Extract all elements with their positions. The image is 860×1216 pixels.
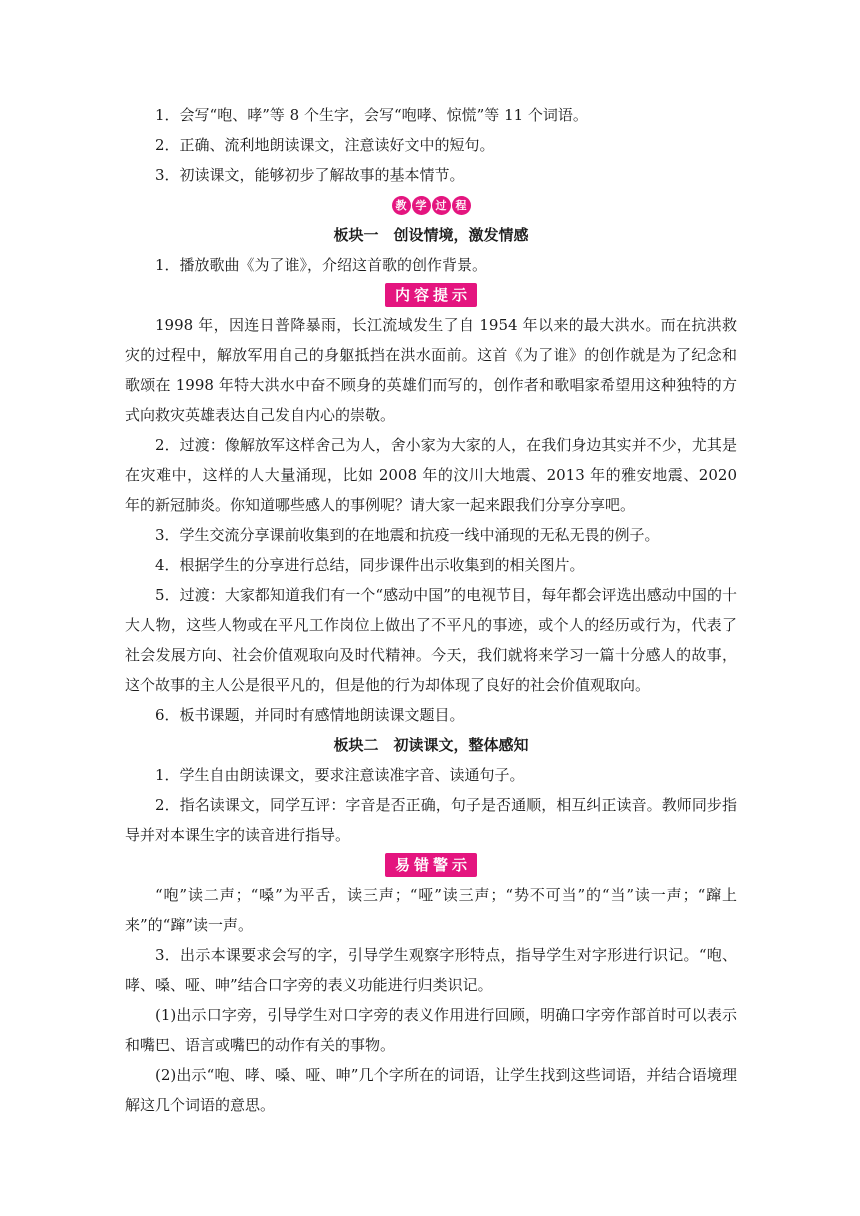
- goal-3: 3．初读课文，能够初步了解故事的基本情节。: [155, 166, 465, 184]
- badge-char: 过: [432, 196, 451, 215]
- section2-sub2: (2)出示“咆、哮、嗓、哑、呻”几个字所在的词语，让学生找到这些词语，并结合语境理解这几个词语的意思。: [125, 1066, 737, 1114]
- section1-item6: 6．板书课题，并同时有感情地朗读课文题目。: [155, 706, 465, 724]
- section1-item2: 2．过渡：像解放军这样舍己为人，舍小家为大家的人，在我们身边其实并不少，尤其是在灾难中，这样的人大量涌现，比如 2008 年的汶川大地震、2013 年的雅安地震、2020 年的新冠肺炎。你知道哪些感人的事例呢？请大家一起来跟我们分享分享吧。: [125, 436, 737, 514]
- error-warning-badge: [125, 850, 737, 880]
- section1-item4: 4．根据学生的分享进行总结，同步课件出示收集到的相关图片。: [155, 556, 585, 574]
- teaching-process-badge: [125, 190, 737, 220]
- section2-item3: 3．出示本课要求会写的字，引导学生观察字形特点，指导学生对字形进行识记。“咆、哮、嗓、哑、呻”结合口字旁的表义功能进行归类识记。: [125, 946, 737, 994]
- section2-heading: 板块二 初读课文，整体感知: [333, 736, 529, 754]
- section2-item1: 1．学生自由朗读课文，要求注意读准字音、读通句子。: [155, 766, 525, 784]
- section1-item5: 5．过渡：大家都知道我们有一个“感动中国”的电视节目，每年都会评选出感动中国的十大人物，这些人物或在平凡工作岗位上做出了不平凡的事迹，或个人的经历或行为，代表了社会发展方向、社会价值观取向及时代精神。今天，我们就将来学习一篇十分感人的故事，这个故事的主人公是很平凡的，但是他的行为却体现了良好的社会价值观取向。: [125, 586, 737, 694]
- content-tip-text: 1998 年，因连日普降暴雨，长江流域发生了自 1954 年以来的最大洪水。而在抗洪救灾的过程中，解放军用自己的身躯抵挡在洪水面前。这首《为了谁》的创作就是为了纪念和歌颂在 1998 年特大洪水中奋不顾身的英雄们而写的，创作者和歌唱家希望用这种独特的方式向救灾英雄表达自己发自内心的崇敬。: [125, 316, 737, 424]
- section1-item1: 1．播放歌曲《为了谁》，介绍这首歌的创作背景。: [155, 256, 488, 274]
- badge-char: 教: [392, 196, 411, 215]
- document-page: [125, 100, 737, 1120]
- error-warning-label: 易错警示: [385, 853, 477, 877]
- content-tip-label: 内容提示: [385, 283, 477, 307]
- goal-1: 1．会写“咆、哮”等 8 个生字，会写“咆哮、惊慌”等 11 个词语。: [155, 106, 588, 124]
- goal-2: 2．正确、流利地朗读课文，注意读好文中的短句。: [155, 136, 495, 154]
- section2-item2: 2．指名读课文，同学互评：字音是否正确，句子是否通顺，相互纠正读音。教师同步指导并对本课生字的读音进行指导。: [125, 796, 737, 844]
- badge-char: 学: [412, 196, 431, 215]
- badge-char: 程: [452, 196, 471, 215]
- section1-item3: 3．学生交流分享课前收集到的在地震和抗疫一线中涌现的无私无畏的例子。: [155, 526, 660, 544]
- content-tip-badge: [125, 280, 737, 310]
- error-warning-text: “咆”读二声；“嗓”为平舌，读三声；“哑”读三声；“势不可当”的“当”读一声；“蹿上来”的“蹿”读一声。: [125, 886, 737, 934]
- section1-heading: 板块一 创设情境，激发情感: [333, 226, 529, 244]
- section2-sub1: (1)出示口字旁，引导学生对口字旁的表义作用进行回顾，明确口字旁作部首时可以表示和嘴巴、语言或嘴巴的动作有关的事物。: [125, 1006, 737, 1054]
